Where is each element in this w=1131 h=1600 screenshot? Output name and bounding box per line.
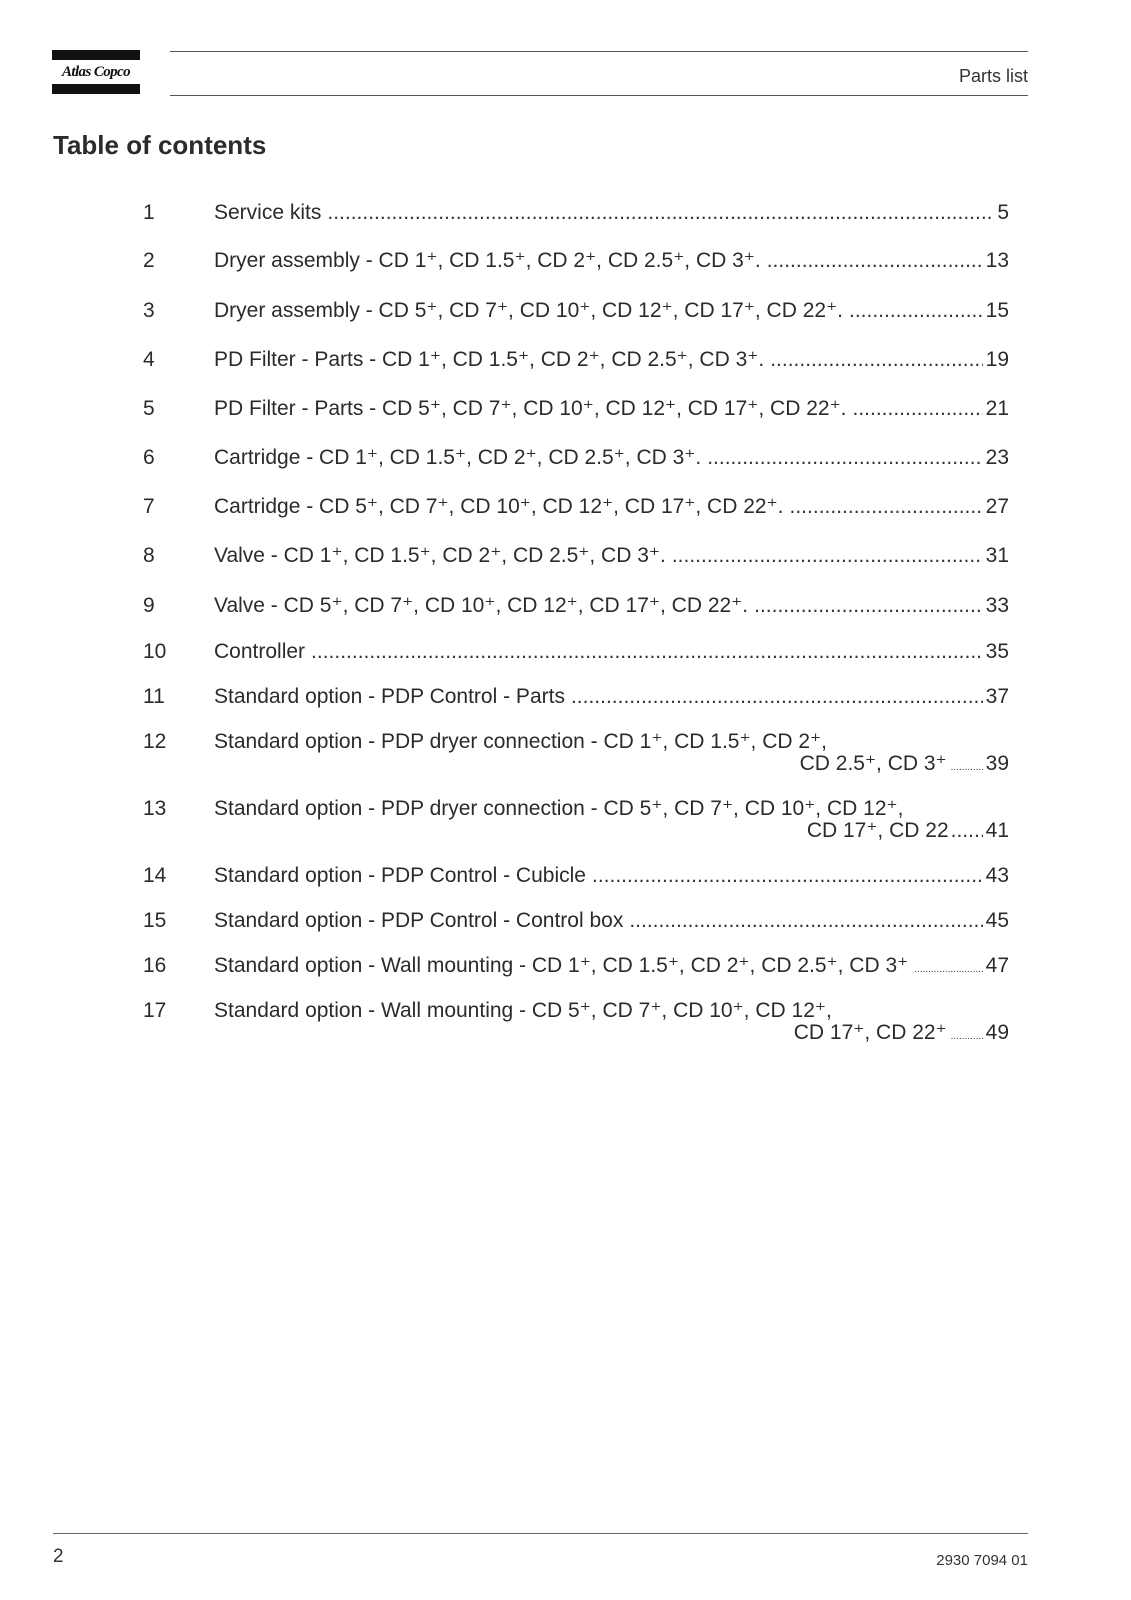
- toc-entry-title: Controller: [214, 640, 306, 663]
- toc-entry-title: Standard option - PDP Control - Parts: [214, 685, 565, 708]
- logo-top-bar: [52, 50, 140, 60]
- toc-entry-number: 4: [143, 348, 155, 371]
- toc-leader-dots: [672, 544, 983, 568]
- toc-entry-page: 49: [985, 1021, 1009, 1044]
- logo-wordmark: Atlas Copco: [62, 64, 130, 80]
- toc-entry-title-continued: CD 2.5⁺, CD 3⁺: [799, 752, 947, 775]
- toc-entry-number: 6: [143, 446, 155, 469]
- logo-bottom-bar: [52, 84, 140, 94]
- toc-entry-page: 19: [985, 348, 1009, 371]
- toc-leader-dots: [790, 495, 983, 519]
- toc-entry-title: Cartridge - CD 5⁺, CD 7⁺, CD 10⁺, CD 12⁺, CD 17⁺, CD 22⁺.: [214, 495, 784, 518]
- toc-entry-page: 45: [985, 909, 1009, 932]
- toc-entry-page: 13: [985, 249, 1009, 272]
- toc-entry-title-continued: CD 17⁺, CD 22⁺: [793, 1021, 947, 1044]
- toc-entry-title-continued: CD 17⁺, CD 22: [806, 819, 949, 842]
- toc-entry-title: Cartridge - CD 1⁺, CD 1.5⁺, CD 2⁺, CD 2.5⁺, CD 3⁺.: [214, 446, 702, 469]
- toc-leader-dots: [852, 397, 982, 421]
- toc-entry-page: 39: [985, 752, 1009, 775]
- toc-entry-number: 9: [143, 594, 155, 617]
- toc-entry-number: 10: [143, 640, 167, 663]
- toc-entry-page: 15: [985, 299, 1009, 322]
- toc-entry-title: Standard option - PDP Control - Control box: [214, 909, 624, 932]
- toc-leader-dots: [754, 594, 983, 618]
- toc-entry-number: 13: [143, 797, 167, 820]
- toc-entry-number: 1: [143, 201, 155, 224]
- toc-entry-number: 11: [143, 685, 165, 708]
- toc-entry-page: 5: [997, 201, 1009, 224]
- footer-document-number: 2930 7094 01: [936, 1552, 1028, 1569]
- toc-entry-title: Dryer assembly - CD 1⁺, CD 1.5⁺, CD 2⁺, CD 2.5⁺, CD 3⁺.: [214, 249, 761, 272]
- toc-entry-number: 15: [143, 909, 167, 932]
- toc-entry-title: Service kits: [214, 201, 322, 224]
- header-section-label: Parts list: [958, 66, 1028, 86]
- toc-entry-title: Standard option - PDP Control - Cubicle: [214, 864, 586, 887]
- toc-entry-number: 7: [143, 495, 155, 518]
- toc-entry-number: 8: [143, 544, 155, 567]
- footer-page-number: 2: [53, 1546, 64, 1567]
- atlas-copco-logo: [52, 50, 140, 94]
- toc-entry-page: 33: [985, 594, 1009, 617]
- toc-leader-dots: [849, 299, 983, 323]
- toc-leader-dots: [592, 864, 983, 888]
- toc-leader-dots: [767, 249, 983, 273]
- toc-entry-number: 12: [143, 730, 167, 753]
- toc-leader-dots: [629, 909, 982, 933]
- toc-entry-page: 27: [985, 495, 1009, 518]
- toc-entry-page: 37: [985, 685, 1009, 708]
- toc-leader-dots: [914, 958, 982, 982]
- footer-rule: [53, 1533, 1028, 1534]
- toc-entry-title: Standard option - PDP dryer connection - CD 5⁺, CD 7⁺, CD 10⁺, CD 12⁺,: [214, 797, 904, 820]
- toc-entry-number: 16: [143, 954, 167, 977]
- toc-entry-number: 14: [143, 864, 167, 887]
- toc-entry-title: Standard option - Wall mounting - CD 1⁺, CD 1.5⁺, CD 2⁺, CD 2.5⁺, CD 3⁺: [214, 954, 909, 977]
- toc-entry-title: Dryer assembly - CD 5⁺, CD 7⁺, CD 10⁺, CD 12⁺, CD 17⁺, CD 22⁺.: [214, 299, 843, 322]
- toc-entry-title: PD Filter - Parts - CD 5⁺, CD 7⁺, CD 10⁺, CD 12⁺, CD 17⁺, CD 22⁺.: [214, 397, 847, 420]
- toc-leader-dots: [707, 446, 982, 470]
- header-rule-bottom: [170, 95, 1028, 96]
- toc-entry-number: 17: [143, 999, 167, 1022]
- toc-entry-number: 3: [143, 299, 155, 322]
- toc-entry-number: 2: [143, 249, 155, 272]
- toc-leader-dots: [951, 756, 983, 780]
- toc-entry-title: Standard option - Wall mounting - CD 5⁺, CD 7⁺, CD 10⁺, CD 12⁺,: [214, 999, 832, 1022]
- toc-leader-dots: [951, 819, 983, 843]
- toc-entry-page: 23: [985, 446, 1009, 469]
- toc-leader-dots: [951, 1025, 983, 1049]
- toc-entry-page: 21: [985, 397, 1009, 420]
- toc-entry-page: 35: [985, 640, 1009, 663]
- page-title: Table of contents: [53, 130, 267, 160]
- toc-entry-page: 43: [985, 864, 1009, 887]
- toc-entry-title: PD Filter - Parts - CD 1⁺, CD 1.5⁺, CD 2⁺, CD 2.5⁺, CD 3⁺.: [214, 348, 765, 371]
- toc-entry-number: 5: [143, 397, 155, 420]
- header-rule-top: [170, 51, 1028, 52]
- toc-leader-dots: [571, 685, 983, 709]
- toc-entry-title: Valve - CD 5⁺, CD 7⁺, CD 10⁺, CD 12⁺, CD 17⁺, CD 22⁺.: [214, 594, 749, 617]
- toc-entry-page: 47: [985, 954, 1009, 977]
- toc-leader-dots: [770, 348, 982, 372]
- toc-entry-page: 41: [985, 819, 1009, 842]
- toc-entry-page: 31: [985, 544, 1009, 567]
- toc-leader-dots: [311, 640, 983, 664]
- toc-entry-title: Valve - CD 1⁺, CD 1.5⁺, CD 2⁺, CD 2.5⁺, CD 3⁺.: [214, 544, 666, 567]
- toc-leader-dots: [327, 201, 994, 225]
- toc-entry-title: Standard option - PDP dryer connection - CD 1⁺, CD 1.5⁺, CD 2⁺,: [214, 730, 827, 753]
